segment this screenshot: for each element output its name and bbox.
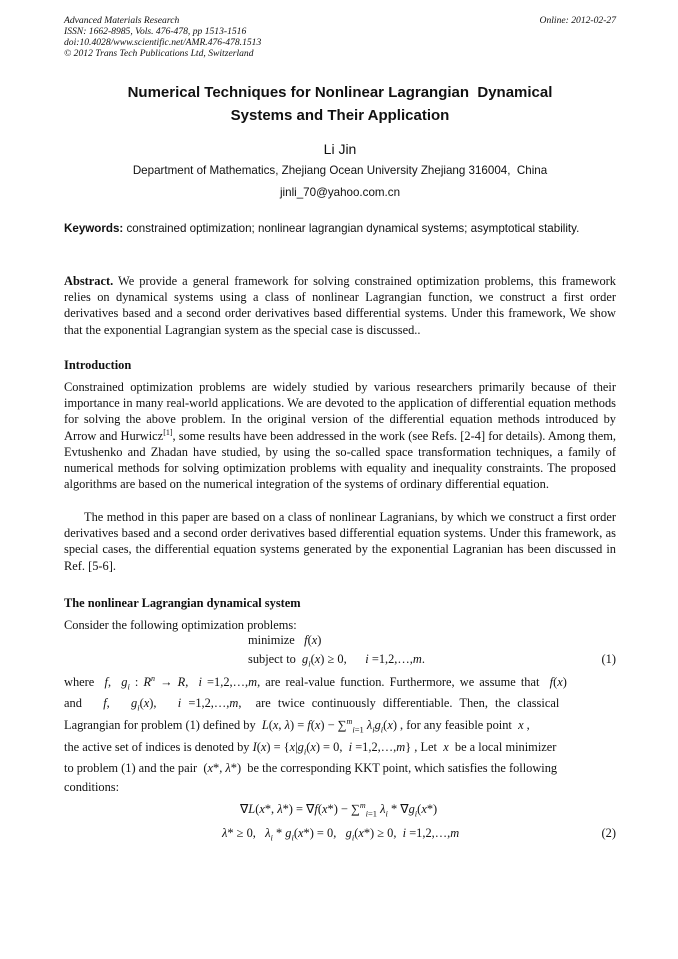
keywords: [64, 222, 616, 236]
journal-header: [64, 15, 616, 59]
online-date: Online: 2012-02-27: [539, 15, 616, 26]
abstract-label: Abstract.: [64, 274, 114, 288]
text-line-kkt: to problem (1) and the pair (x*, λ*) be the corresponding KKT point, which satisfies the following: [64, 761, 558, 775]
text-line-and: and f, $g_i(x)$, i =1,2,…,m, are twice continuously differentiable. Then, the classical: [64, 696, 560, 713]
equation-1-number: (1): [601, 652, 616, 666]
equation-2-gradient: ∇L(x*, λ*) = ∇f(x*) − ∑$^m_{i=1}$ $\lambda_i * \nabla g_i(x*)$: [240, 800, 438, 819]
journal-doi: doi:10.4028/www.scientific.net/AMR.476-478.1513: [64, 37, 262, 48]
intro-p1-text-b: , some results have been addressed in the work (see Refs. [2-4] for details). Among them, Evtushenko and Zhadan have studied, by using the so-called space transformation techniques, a family of numerical methods for solving optimization problems with equality and inequality constraints. The proposed algorithms are based on the numerical integration of the systems of ordinary differential equation.: [64, 428, 617, 492]
author-affiliation: Department of Mathematics, Zhejiang Ocean University Zhejiang 316004, China: [132, 164, 548, 177]
title-line-2: Systems and Their Application: [230, 107, 450, 124]
intro-paragraph-2: The method in this paper are based on a class of nonlinear Lagranians, by which we construct a first order derivatives based and a second order derivatives based differential equation systems. Under this framework, as special cases, the differential equation systems generated by the exponential Lagranian has been discussed in Ref. [5-6].: [64, 510, 616, 573]
equation-1-minimize: minimize f(x): [248, 633, 322, 647]
consider-text: Consider the following optimization problems:: [64, 618, 297, 632]
text-line-where: where f, $g_i$ : $R^n \to R$, i =1,2,…,m, are real-value function. Furthermore, we assume that f(x): [64, 673, 567, 692]
keywords-label: Keywords:: [64, 222, 124, 235]
title-line-1: Numerical Techniques for Nonlinear Lagrangian Dynamical: [127, 84, 553, 101]
intro-p1-text-a: Constrained optimization problems are widely studied by various researchers primarily because of their importance in many real-world applications. We are devoted to the application of differential equation methods for solving the above problem. In the original version of the differential equation methods introduced by Arrow and Hurwicz: [64, 380, 616, 443]
keywords-text: constrained optimization; nonlinear lagrangian dynamical systems; asymptotical stability.: [123, 222, 580, 235]
journal-name: Advanced Materials Research: [64, 15, 180, 26]
equation-1-constraint: subject to $g_i(x) \ge 0$, i =1,2,…,m.: [248, 652, 425, 669]
abstract: [64, 273, 616, 338]
introduction-heading: Introduction: [64, 358, 132, 372]
text-line-active-set: the active set of indices is denoted by $I(x) = \{x|g_i(x) = 0$, i =1,2,…,m} , Let x be a local minimizer: [64, 740, 557, 757]
text-line-conditions: conditions:: [64, 780, 120, 794]
section-2-heading: The nonlinear Lagrangian dynamical system: [64, 596, 301, 610]
intro-paragraph-1: [64, 379, 616, 492]
equation-2-complementarity: λ* ≥ 0, $\lambda_i * g_i(x*) = 0$, $g_i(x*) \ge 0$, i =1,2,…,m: [222, 826, 460, 843]
text-line-lagrangian: Lagrangian for problem (1) defined by L(x, λ) = f(x) − ∑$^m_{i=1}$ $\lambda_ig_i(x)$ , for any feasible point x ,: [64, 716, 530, 735]
paper-title: [64, 81, 616, 127]
citation-1: [1]: [163, 427, 173, 437]
journal-copyright: © 2012 Trans Tech Publications Ltd, Switzerland: [64, 48, 254, 59]
equation-2-number: (2): [601, 826, 616, 840]
author-email: jinli_70@yahoo.com.cn: [279, 186, 401, 199]
author-name: Li Jin: [323, 141, 357, 157]
abstract-text: We provide a general framework for solving constrained optimization problems, this framework relies on dynamical systems using a class of nonlinear Lagrangian function, we construct a first order derivatives based and a second order derivatives based differential systems. Under this framework, We show that the exponential Lagrangian system as the special case is discussed..: [64, 274, 616, 337]
journal-issn: ISSN: 1662-8985, Vols. 476-478, pp 1513-1516: [64, 26, 247, 37]
